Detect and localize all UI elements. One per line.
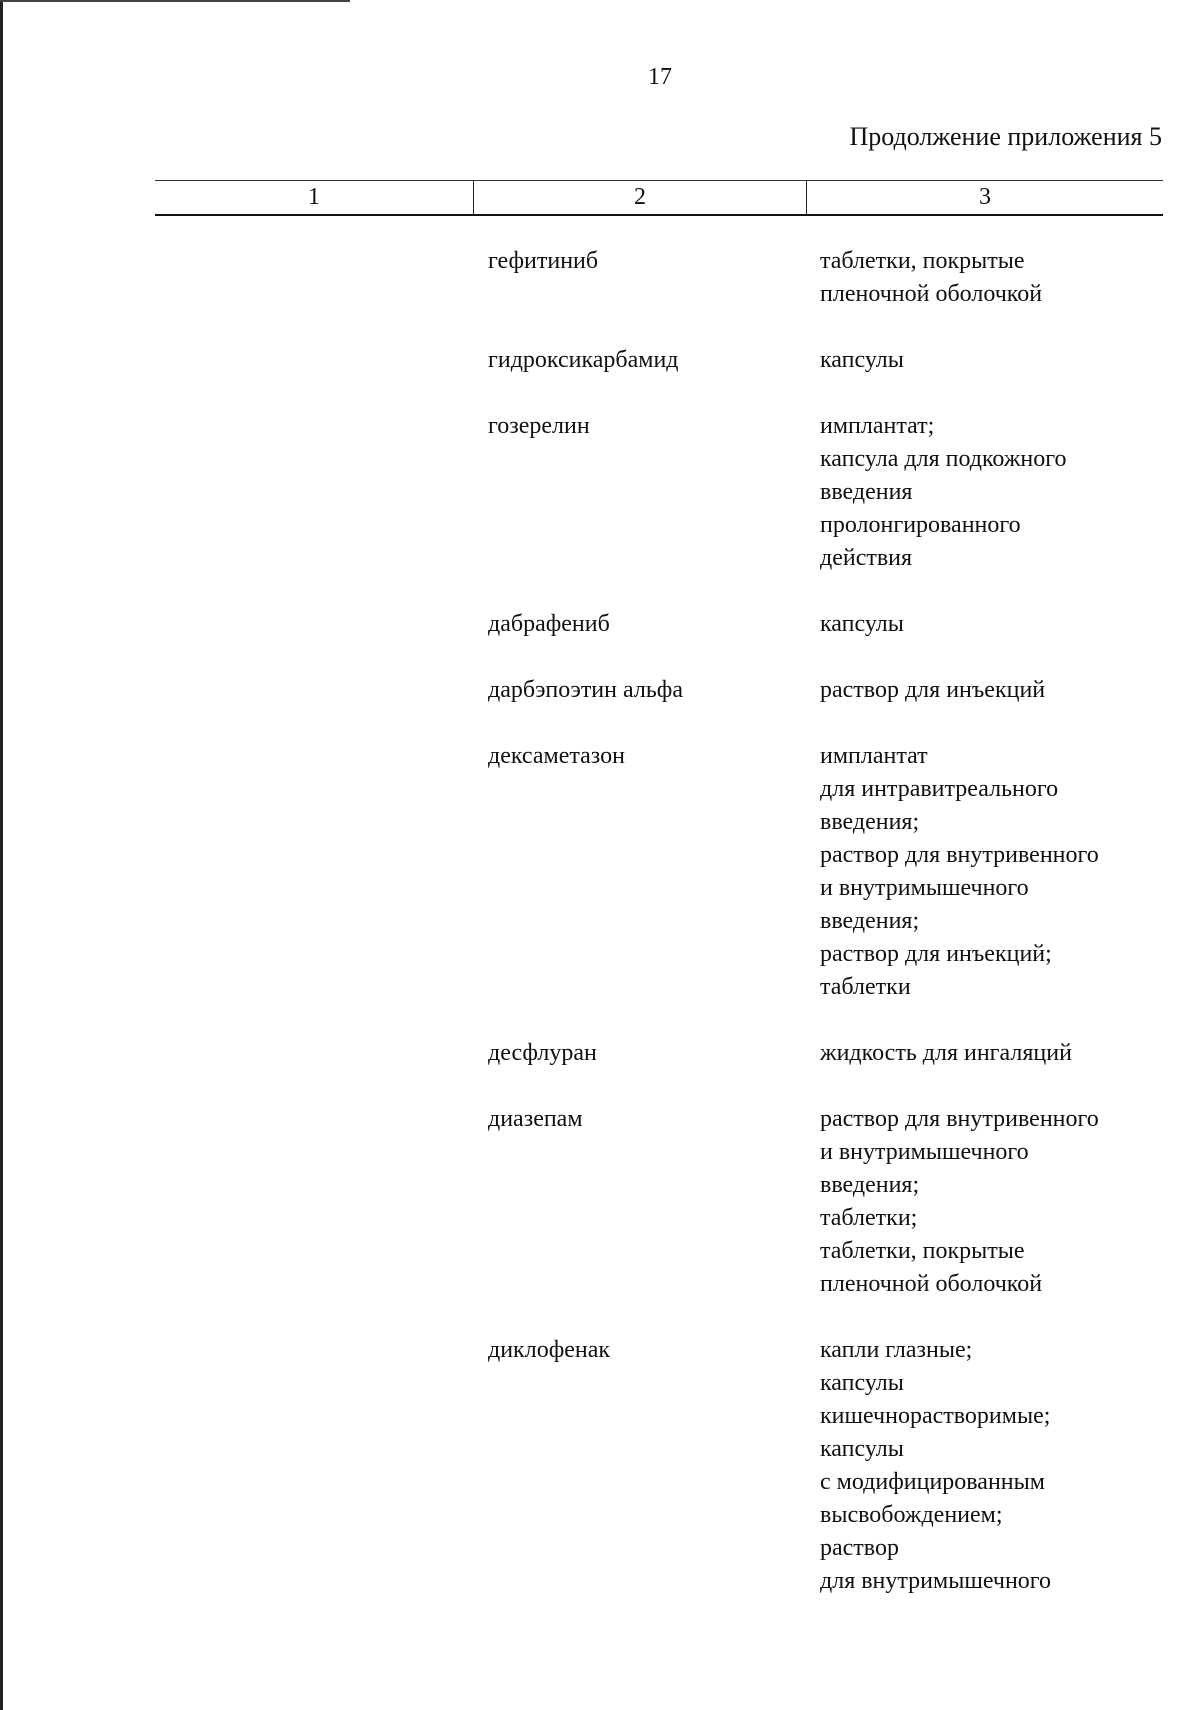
dosage-form-line: раствор для инъекций xyxy=(820,677,1046,703)
dosage-form-line: действия xyxy=(820,545,913,571)
dosage-form-line: таблетки xyxy=(820,974,911,1000)
dosage-form-line: жидкость для ингаляций xyxy=(820,1040,1072,1066)
dosage-forms xyxy=(820,608,1180,641)
dosage-form-line: с модифицированным xyxy=(820,1469,1045,1495)
dosage-form-line: для интравитреального xyxy=(820,776,1059,802)
dosage-form-line: капсулы xyxy=(820,347,904,373)
table-row xyxy=(0,740,1200,1004)
dosage-form-line: для внутримышечного xyxy=(820,1568,1052,1594)
continuation-label: Продолжение приложения 5 xyxy=(849,122,1162,151)
table-row xyxy=(0,674,1200,707)
dosage-form-line: кишечнорастворимые; xyxy=(820,1403,1051,1429)
dosage-forms xyxy=(820,1037,1180,1070)
dosage-forms xyxy=(820,344,1180,377)
dosage-form-line: пленочной оболочкой xyxy=(820,1271,1043,1297)
dosage-forms xyxy=(820,1334,1180,1598)
drug-name: гефитиниб xyxy=(488,248,599,274)
drug-name: диазепам xyxy=(488,1106,583,1132)
dosage-form-line: введения xyxy=(820,479,913,505)
dosage-form-line: таблетки, покрытые xyxy=(820,248,1025,274)
column-header-2: 2 xyxy=(474,181,807,214)
dosage-form-line: имплантат xyxy=(820,743,928,769)
dosage-form-line: капсула для подкожного xyxy=(820,446,1067,472)
drug-name: дабрафениб xyxy=(488,611,610,637)
dosage-form-line: капсулы xyxy=(820,1436,904,1462)
dosage-forms xyxy=(820,245,1180,311)
dosage-form-line: капсулы xyxy=(820,1370,904,1396)
dosage-form-line: и внутримышечного xyxy=(820,1139,1029,1165)
table-row xyxy=(0,410,1200,575)
dosage-form-line: пленочной оболочкой xyxy=(820,281,1043,307)
scan-edge-top xyxy=(0,0,350,2)
dosage-form-line: и внутримышечного xyxy=(820,875,1029,901)
table-header xyxy=(155,180,1163,216)
drug-name: диклофенак xyxy=(488,1337,611,1363)
drug-name: дарбэпоэтин альфа xyxy=(488,677,683,703)
dosage-form-line: введения; xyxy=(820,908,920,934)
dosage-forms xyxy=(820,410,1180,575)
drug-name: дексаметазон xyxy=(488,743,625,769)
column-header-3: 3 xyxy=(979,184,991,210)
dosage-form-line: высвобождением; xyxy=(820,1502,1003,1528)
table-row xyxy=(0,245,1200,311)
drug-name: десфлуран xyxy=(488,1040,597,1066)
column-header-1: 1 xyxy=(155,181,474,214)
dosage-forms xyxy=(820,674,1180,707)
dosage-forms xyxy=(820,1103,1180,1301)
drug-name: гидроксикарбамид xyxy=(488,347,679,373)
dosage-form-line: таблетки; xyxy=(820,1205,918,1231)
dosage-form-line: раствор для внутривенного xyxy=(820,842,1099,868)
dosage-form-line: имплантат; xyxy=(820,413,935,439)
dosage-form-line: раствор xyxy=(820,1535,899,1561)
dosage-form-line: таблетки, покрытые xyxy=(820,1238,1025,1264)
dosage-form-line: пролонгированного xyxy=(820,512,1021,538)
table-row xyxy=(0,608,1200,641)
table-body xyxy=(0,245,1200,1631)
dosage-form-line: введения; xyxy=(820,809,920,835)
table-row xyxy=(0,1037,1200,1070)
dosage-form-line: раствор для инъекций; xyxy=(820,941,1052,967)
dosage-form-line: раствор для внутривенного xyxy=(820,1106,1099,1132)
table-row xyxy=(0,344,1200,377)
page-number: 17 xyxy=(648,64,672,90)
dosage-form-line: капли глазные; xyxy=(820,1337,973,1363)
table-row xyxy=(0,1103,1200,1301)
drug-name: гозерелин xyxy=(488,413,590,439)
dosage-forms xyxy=(820,740,1180,1004)
dosage-form-line: капсулы xyxy=(820,611,904,637)
table-row xyxy=(0,1334,1200,1598)
dosage-form-line: введения; xyxy=(820,1172,920,1198)
